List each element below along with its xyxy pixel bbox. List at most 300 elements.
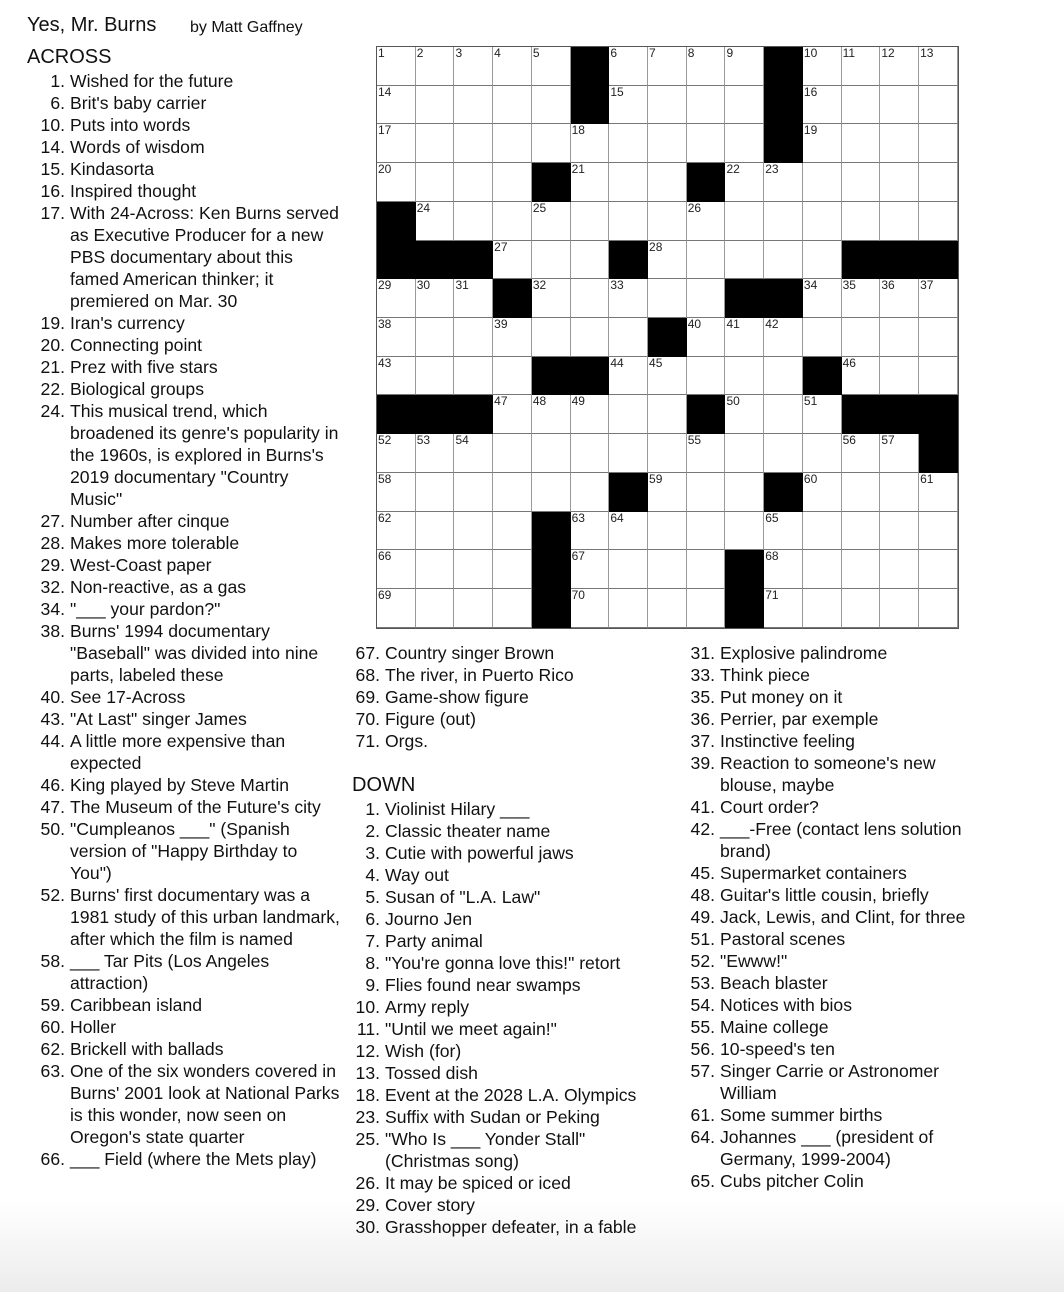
grid-cell[interactable] bbox=[842, 434, 881, 473]
grid-cell[interactable] bbox=[842, 318, 881, 357]
grid-cell[interactable] bbox=[416, 202, 455, 241]
across-clue[interactable] bbox=[27, 576, 342, 598]
down-clue[interactable] bbox=[677, 994, 977, 1016]
grid-cell[interactable] bbox=[803, 47, 842, 86]
grid-cell[interactable] bbox=[919, 512, 958, 551]
black-square bbox=[532, 163, 571, 202]
grid-cell[interactable] bbox=[648, 241, 687, 280]
grid-cell[interactable] bbox=[648, 47, 687, 86]
grid-cell[interactable] bbox=[377, 589, 416, 628]
grid-cell[interactable] bbox=[687, 86, 726, 125]
clue-text: Holler bbox=[70, 1017, 116, 1037]
grid-cell[interactable] bbox=[377, 357, 416, 396]
grid-cell[interactable] bbox=[416, 550, 455, 589]
grid-cell[interactable] bbox=[454, 124, 493, 163]
grid-cell[interactable] bbox=[803, 202, 842, 241]
black-square bbox=[880, 395, 919, 434]
cell-number: 46 bbox=[842, 355, 856, 370]
grid-cell[interactable] bbox=[842, 279, 881, 318]
grid-cell[interactable] bbox=[609, 47, 648, 86]
grid-cell[interactable] bbox=[687, 318, 726, 357]
down-clue[interactable] bbox=[677, 1126, 977, 1170]
clue-number: 57. bbox=[690, 1061, 715, 1081]
across-clue[interactable] bbox=[342, 686, 662, 708]
grid-cell[interactable] bbox=[764, 512, 803, 551]
grid-cell[interactable] bbox=[880, 86, 919, 125]
down-clue[interactable] bbox=[677, 1038, 977, 1060]
grid-cell[interactable] bbox=[571, 163, 610, 202]
grid-cell[interactable] bbox=[609, 434, 648, 473]
grid-cell[interactable] bbox=[687, 357, 726, 396]
across-clue[interactable] bbox=[27, 158, 342, 180]
grid-cell[interactable] bbox=[571, 512, 610, 551]
grid-cell[interactable] bbox=[377, 550, 416, 589]
grid-cell[interactable] bbox=[725, 318, 764, 357]
grid-cell[interactable] bbox=[725, 241, 764, 280]
down-clue[interactable] bbox=[342, 952, 662, 974]
clue-text: Figure (out) bbox=[385, 709, 476, 729]
clue-text: Iran's currency bbox=[70, 313, 185, 333]
grid-cell[interactable] bbox=[571, 550, 610, 589]
grid-cell[interactable] bbox=[493, 473, 532, 512]
grid-cell[interactable] bbox=[803, 318, 842, 357]
grid-cell[interactable] bbox=[609, 357, 648, 396]
grid-cell[interactable] bbox=[880, 47, 919, 86]
grid-cell[interactable] bbox=[919, 473, 958, 512]
grid-cell[interactable] bbox=[416, 124, 455, 163]
grid-cell[interactable] bbox=[377, 163, 416, 202]
across-clue[interactable] bbox=[27, 994, 342, 1016]
grid-cell[interactable] bbox=[919, 318, 958, 357]
across-clue[interactable] bbox=[27, 1038, 342, 1060]
grid-cell[interactable] bbox=[648, 434, 687, 473]
grid-cell[interactable] bbox=[377, 473, 416, 512]
across-clue[interactable] bbox=[27, 312, 342, 334]
grid-cell[interactable] bbox=[377, 512, 416, 551]
down-clue[interactable] bbox=[677, 1016, 977, 1038]
grid-cell[interactable] bbox=[609, 550, 648, 589]
grid-cell[interactable] bbox=[842, 473, 881, 512]
across-clue[interactable] bbox=[27, 950, 342, 994]
down-clue[interactable] bbox=[677, 906, 977, 928]
down-clue[interactable] bbox=[342, 1106, 662, 1128]
grid-cell[interactable] bbox=[764, 163, 803, 202]
grid-cell[interactable] bbox=[725, 395, 764, 434]
grid-cell[interactable] bbox=[493, 241, 532, 280]
grid-cell[interactable] bbox=[803, 512, 842, 551]
grid-cell[interactable] bbox=[493, 318, 532, 357]
across-clue[interactable] bbox=[27, 334, 342, 356]
down-clue[interactable] bbox=[342, 1194, 662, 1216]
grid-cell[interactable] bbox=[648, 550, 687, 589]
grid-cell[interactable] bbox=[609, 279, 648, 318]
grid-cell[interactable] bbox=[609, 318, 648, 357]
grid-cell[interactable] bbox=[725, 86, 764, 125]
grid-cell[interactable] bbox=[532, 202, 571, 241]
down-clue[interactable] bbox=[342, 1062, 662, 1084]
down-clue[interactable] bbox=[677, 708, 977, 730]
cell-number: 15 bbox=[610, 84, 624, 99]
grid-cell[interactable] bbox=[842, 512, 881, 551]
grid-cell[interactable] bbox=[803, 473, 842, 512]
grid-cell[interactable] bbox=[532, 318, 571, 357]
grid-cell[interactable] bbox=[416, 86, 455, 125]
grid-cell[interactable] bbox=[377, 124, 416, 163]
down-clue[interactable] bbox=[342, 996, 662, 1018]
grid-cell[interactable] bbox=[648, 86, 687, 125]
grid-cell[interactable] bbox=[842, 589, 881, 628]
across-clue[interactable] bbox=[27, 1060, 342, 1148]
down-clue[interactable] bbox=[342, 1018, 662, 1040]
grid-cell[interactable] bbox=[919, 589, 958, 628]
grid-cell[interactable] bbox=[416, 163, 455, 202]
grid-cell[interactable] bbox=[764, 550, 803, 589]
grid-cell[interactable] bbox=[532, 279, 571, 318]
down-clue[interactable] bbox=[342, 864, 662, 886]
grid-cell[interactable] bbox=[764, 241, 803, 280]
across-clue[interactable] bbox=[27, 1016, 342, 1038]
across-clue[interactable] bbox=[27, 70, 342, 92]
cell-number: 61 bbox=[920, 471, 934, 486]
grid-cell[interactable] bbox=[416, 357, 455, 396]
grid-cell[interactable] bbox=[493, 47, 532, 86]
grid-cell[interactable] bbox=[571, 473, 610, 512]
cell-number: 12 bbox=[881, 46, 895, 60]
grid-cell[interactable] bbox=[493, 512, 532, 551]
grid-cell[interactable] bbox=[764, 318, 803, 357]
grid-cell[interactable] bbox=[764, 202, 803, 241]
grid-cell[interactable] bbox=[493, 395, 532, 434]
grid-cell[interactable] bbox=[880, 512, 919, 551]
down-clue[interactable] bbox=[677, 1170, 977, 1192]
grid-cell[interactable] bbox=[454, 47, 493, 86]
down-clue[interactable] bbox=[677, 928, 977, 950]
across-heading: ACROSS bbox=[27, 46, 112, 68]
grid-cell[interactable] bbox=[648, 357, 687, 396]
clue-number: 15. bbox=[40, 159, 65, 179]
down-clue[interactable] bbox=[677, 752, 977, 796]
grid-cell[interactable] bbox=[803, 124, 842, 163]
grid-cell[interactable] bbox=[803, 279, 842, 318]
grid-cell[interactable] bbox=[532, 86, 571, 125]
black-square bbox=[648, 318, 687, 357]
grid-cell[interactable] bbox=[919, 47, 958, 86]
down-clue[interactable] bbox=[342, 1172, 662, 1194]
grid-cell[interactable] bbox=[803, 395, 842, 434]
grid-cell[interactable] bbox=[725, 473, 764, 512]
clue-number: 4. bbox=[365, 865, 380, 885]
grid-cell[interactable] bbox=[687, 279, 726, 318]
clue-number: 13. bbox=[355, 1063, 380, 1083]
clue-number: 52. bbox=[690, 951, 715, 971]
grid-cell[interactable] bbox=[648, 163, 687, 202]
down-clue[interactable] bbox=[677, 1060, 977, 1104]
grid-cell[interactable] bbox=[416, 589, 455, 628]
down-clue[interactable] bbox=[677, 730, 977, 752]
grid-cell[interactable] bbox=[571, 202, 610, 241]
clue-number: 63. bbox=[40, 1061, 65, 1081]
down-clue[interactable] bbox=[342, 1040, 662, 1062]
down-clue[interactable] bbox=[677, 796, 977, 818]
grid-cell[interactable] bbox=[803, 434, 842, 473]
across-clue[interactable] bbox=[27, 378, 342, 400]
down-clue[interactable] bbox=[677, 972, 977, 994]
grid-cell[interactable] bbox=[803, 86, 842, 125]
grid-cell[interactable] bbox=[377, 279, 416, 318]
grid-cell[interactable] bbox=[803, 241, 842, 280]
grid-cell[interactable] bbox=[687, 550, 726, 589]
grid-cell[interactable] bbox=[648, 395, 687, 434]
grid-cell[interactable] bbox=[454, 202, 493, 241]
grid-cell[interactable] bbox=[493, 357, 532, 396]
grid-cell[interactable] bbox=[803, 550, 842, 589]
grid-cell[interactable] bbox=[687, 241, 726, 280]
across-clue[interactable] bbox=[342, 730, 662, 752]
down-clue[interactable] bbox=[342, 1084, 662, 1106]
grid-cell[interactable] bbox=[454, 279, 493, 318]
grid-cell[interactable] bbox=[609, 124, 648, 163]
grid-cell[interactable] bbox=[454, 357, 493, 396]
grid-cell[interactable] bbox=[532, 473, 571, 512]
grid-cell[interactable] bbox=[454, 434, 493, 473]
grid-cell[interactable] bbox=[880, 589, 919, 628]
down-clue[interactable] bbox=[342, 820, 662, 842]
grid-cell[interactable] bbox=[880, 124, 919, 163]
clue-number: 2. bbox=[365, 821, 380, 841]
black-square bbox=[764, 86, 803, 125]
grid-cell[interactable] bbox=[880, 318, 919, 357]
grid-cell[interactable] bbox=[416, 318, 455, 357]
clue-text: Supermarket containers bbox=[720, 863, 907, 883]
grid-cell[interactable] bbox=[571, 395, 610, 434]
grid-cell[interactable] bbox=[493, 163, 532, 202]
grid-cell[interactable] bbox=[532, 395, 571, 434]
grid-cell[interactable] bbox=[687, 512, 726, 551]
grid-cell[interactable] bbox=[571, 241, 610, 280]
across-clue[interactable] bbox=[27, 598, 342, 620]
grid-cell[interactable] bbox=[377, 47, 416, 86]
grid-cell[interactable] bbox=[416, 512, 455, 551]
black-square bbox=[764, 279, 803, 318]
grid-cell[interactable] bbox=[764, 434, 803, 473]
across-clue[interactable] bbox=[27, 202, 342, 312]
grid-cell[interactable] bbox=[803, 589, 842, 628]
grid-cell[interactable] bbox=[532, 241, 571, 280]
grid-cell[interactable] bbox=[454, 86, 493, 125]
grid-cell[interactable] bbox=[842, 124, 881, 163]
grid-cell[interactable] bbox=[687, 589, 726, 628]
clue-number: 21. bbox=[40, 357, 65, 377]
down-clue[interactable] bbox=[342, 886, 662, 908]
grid-cell[interactable] bbox=[919, 124, 958, 163]
across-clue[interactable] bbox=[27, 92, 342, 114]
clue-number: 58. bbox=[40, 951, 65, 971]
grid-cell[interactable] bbox=[493, 589, 532, 628]
clue-number: 53. bbox=[690, 973, 715, 993]
grid-cell[interactable] bbox=[416, 434, 455, 473]
across-clue[interactable] bbox=[27, 796, 342, 818]
across-clue[interactable] bbox=[27, 818, 342, 884]
grid-cell[interactable] bbox=[648, 202, 687, 241]
grid-cell[interactable] bbox=[725, 434, 764, 473]
grid-cell[interactable] bbox=[532, 124, 571, 163]
grid-cell[interactable] bbox=[648, 124, 687, 163]
grid-cell[interactable] bbox=[919, 279, 958, 318]
down-clue[interactable] bbox=[677, 862, 977, 884]
grid-cell[interactable] bbox=[919, 163, 958, 202]
across-clue[interactable] bbox=[27, 136, 342, 158]
grid-cell[interactable] bbox=[919, 86, 958, 125]
grid-cell[interactable] bbox=[493, 86, 532, 125]
grid-cell[interactable] bbox=[609, 589, 648, 628]
across-clue[interactable] bbox=[27, 510, 342, 532]
cell-number: 14 bbox=[378, 84, 392, 99]
grid-cell[interactable] bbox=[842, 357, 881, 396]
down-clue[interactable] bbox=[342, 908, 662, 930]
grid-cell[interactable] bbox=[493, 202, 532, 241]
grid-cell[interactable] bbox=[687, 47, 726, 86]
across-clue[interactable] bbox=[27, 686, 342, 708]
grid-cell[interactable] bbox=[416, 473, 455, 512]
grid-cell[interactable] bbox=[725, 512, 764, 551]
grid-cell[interactable] bbox=[454, 473, 493, 512]
grid-cell[interactable] bbox=[842, 47, 881, 86]
grid-cell[interactable] bbox=[725, 202, 764, 241]
grid-cell[interactable] bbox=[609, 395, 648, 434]
down-clue[interactable] bbox=[342, 1216, 662, 1238]
grid-cell[interactable] bbox=[880, 434, 919, 473]
down-clue[interactable] bbox=[677, 950, 977, 972]
clue-text: "Until we meet again!" bbox=[385, 1019, 557, 1039]
down-clue[interactable] bbox=[342, 798, 662, 820]
grid-cell[interactable] bbox=[454, 318, 493, 357]
grid-cell[interactable] bbox=[609, 202, 648, 241]
grid-cell[interactable] bbox=[571, 589, 610, 628]
grid-cell[interactable] bbox=[648, 589, 687, 628]
grid-cell[interactable] bbox=[571, 124, 610, 163]
grid-cell[interactable] bbox=[454, 512, 493, 551]
grid-cell[interactable] bbox=[454, 550, 493, 589]
grid-cell[interactable] bbox=[764, 357, 803, 396]
grid-cell[interactable] bbox=[842, 550, 881, 589]
grid-cell[interactable] bbox=[725, 47, 764, 86]
grid-cell[interactable] bbox=[648, 512, 687, 551]
grid-cell[interactable] bbox=[648, 473, 687, 512]
across-clue[interactable] bbox=[27, 532, 342, 554]
grid-cell[interactable] bbox=[687, 202, 726, 241]
down-clue[interactable] bbox=[677, 642, 977, 664]
grid-cell[interactable] bbox=[571, 318, 610, 357]
down-clue[interactable] bbox=[677, 664, 977, 686]
grid-cell[interactable] bbox=[725, 357, 764, 396]
across-clue[interactable] bbox=[27, 620, 342, 686]
grid-cell[interactable] bbox=[532, 47, 571, 86]
grid-cell[interactable] bbox=[416, 47, 455, 86]
across-clue[interactable] bbox=[27, 114, 342, 136]
clue-number: 67. bbox=[355, 643, 380, 663]
across-clue[interactable] bbox=[27, 400, 342, 510]
across-clue[interactable] bbox=[342, 664, 662, 686]
across-clue[interactable] bbox=[27, 774, 342, 796]
grid-cell[interactable] bbox=[919, 550, 958, 589]
across-clue[interactable] bbox=[27, 356, 342, 378]
grid-cell[interactable] bbox=[609, 86, 648, 125]
down-clue[interactable] bbox=[677, 686, 977, 708]
across-clue[interactable] bbox=[27, 180, 342, 202]
grid-cell[interactable] bbox=[880, 357, 919, 396]
grid-cell[interactable] bbox=[880, 163, 919, 202]
clue-number: 48. bbox=[690, 885, 715, 905]
grid-cell[interactable] bbox=[919, 202, 958, 241]
grid-cell[interactable] bbox=[377, 434, 416, 473]
clue-number: 64. bbox=[690, 1127, 715, 1147]
across-clue[interactable] bbox=[342, 708, 662, 730]
grid-cell[interactable] bbox=[842, 202, 881, 241]
grid-cell[interactable] bbox=[880, 202, 919, 241]
down-clue[interactable] bbox=[342, 974, 662, 996]
grid-cell[interactable] bbox=[880, 473, 919, 512]
grid-cell[interactable] bbox=[687, 124, 726, 163]
grid-cell[interactable] bbox=[416, 279, 455, 318]
grid-cell[interactable] bbox=[880, 550, 919, 589]
across-clue[interactable] bbox=[27, 884, 342, 950]
grid-cell[interactable] bbox=[571, 434, 610, 473]
grid-cell[interactable] bbox=[532, 434, 571, 473]
across-clue[interactable] bbox=[342, 642, 662, 664]
across-clue[interactable] bbox=[27, 1148, 342, 1170]
clue-number: 17. bbox=[40, 203, 65, 223]
down-clue[interactable] bbox=[342, 930, 662, 952]
across-clue[interactable] bbox=[27, 708, 342, 730]
grid-cell[interactable] bbox=[764, 589, 803, 628]
grid-cell[interactable] bbox=[648, 279, 687, 318]
grid-cell[interactable] bbox=[493, 124, 532, 163]
crossword-grid[interactable] bbox=[376, 46, 959, 629]
clue-number: 66. bbox=[40, 1149, 65, 1169]
down-clue[interactable] bbox=[342, 842, 662, 864]
down-clue[interactable] bbox=[342, 1128, 662, 1172]
grid-cell[interactable] bbox=[725, 163, 764, 202]
grid-cell[interactable] bbox=[725, 124, 764, 163]
grid-cell[interactable] bbox=[493, 550, 532, 589]
grid-cell[interactable] bbox=[609, 163, 648, 202]
grid-cell[interactable] bbox=[454, 589, 493, 628]
grid-cell[interactable] bbox=[764, 395, 803, 434]
grid-cell[interactable] bbox=[880, 279, 919, 318]
cell-number: 44 bbox=[610, 355, 624, 370]
grid-cell[interactable] bbox=[377, 318, 416, 357]
across-clue[interactable] bbox=[27, 730, 342, 774]
down-clue[interactable] bbox=[677, 884, 977, 906]
grid-cell[interactable] bbox=[687, 473, 726, 512]
grid-cell[interactable] bbox=[687, 434, 726, 473]
grid-cell[interactable] bbox=[842, 86, 881, 125]
grid-cell[interactable] bbox=[842, 163, 881, 202]
grid-cell[interactable] bbox=[803, 163, 842, 202]
grid-cell[interactable] bbox=[377, 86, 416, 125]
grid-cell[interactable] bbox=[493, 434, 532, 473]
cell-number: 39 bbox=[494, 317, 508, 332]
across-clue[interactable] bbox=[27, 554, 342, 576]
clue-text: Journo Jen bbox=[385, 909, 473, 929]
grid-cell[interactable] bbox=[454, 163, 493, 202]
grid-cell[interactable] bbox=[919, 357, 958, 396]
down-clue[interactable] bbox=[677, 1104, 977, 1126]
down-clue[interactable] bbox=[677, 818, 977, 862]
grid-cell[interactable] bbox=[571, 279, 610, 318]
clue-text: Put money on it bbox=[720, 687, 843, 707]
grid-cell[interactable] bbox=[609, 512, 648, 551]
